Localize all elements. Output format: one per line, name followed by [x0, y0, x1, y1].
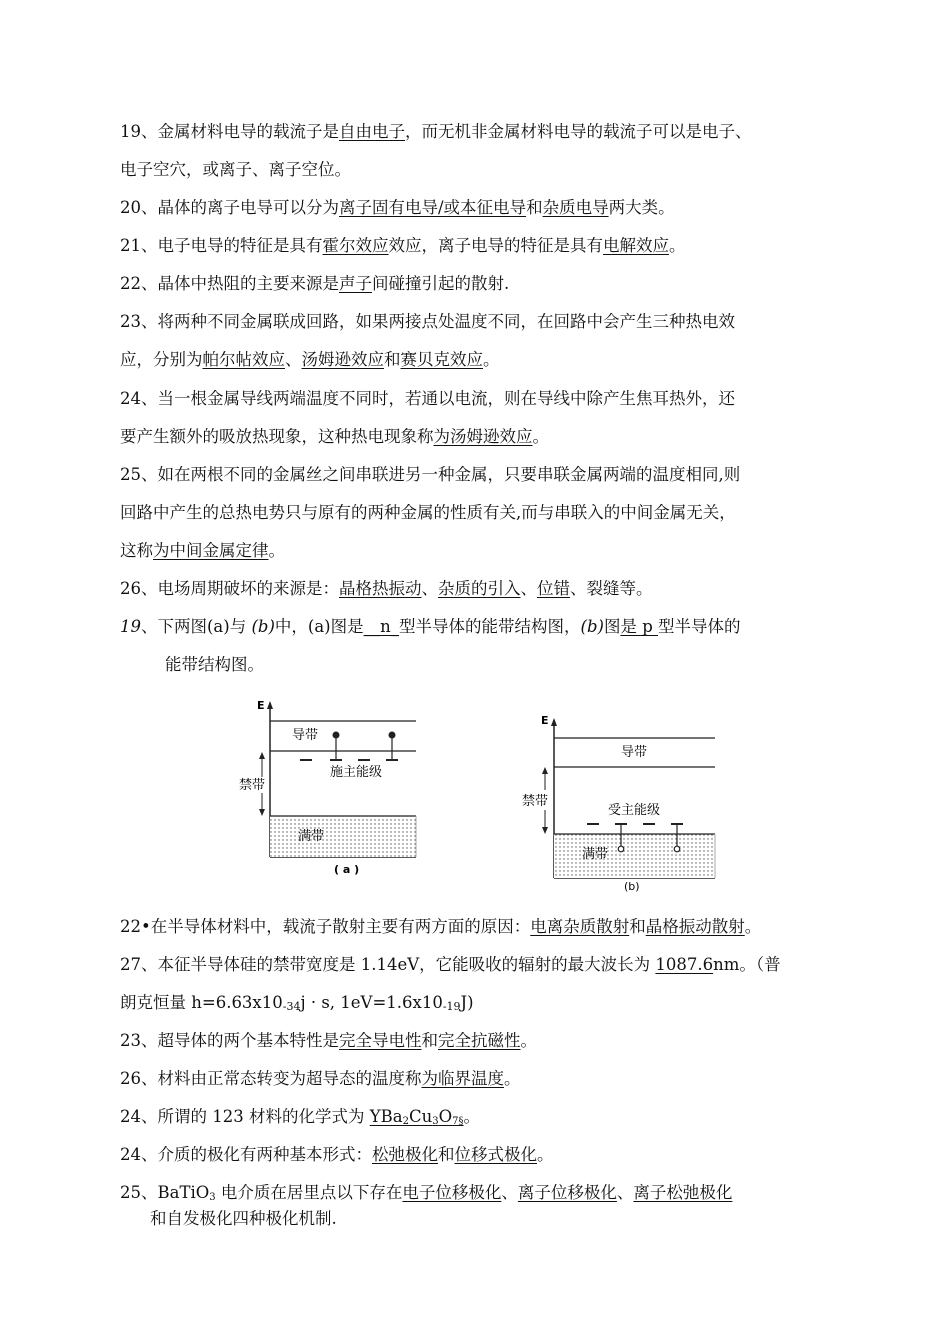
- donor-level-label: 施主能级: [330, 765, 383, 780]
- text-line: 25、BaTiO$_3$ 电介质在居里点以下存在电子位移极化、离子位移极化、离子松弛极化: [120, 1183, 733, 1203]
- text-line: 24、当一根金属导线两端温度不同时，若通以电流，则在导线中除产生焦耳热外，还: [120, 389, 735, 408]
- text-line: 26、电场周期破坏的来源是：晶格热振动、杂质的引入、位错、裂缝等。: [120, 579, 653, 598]
- text-line: 22、晶体中热阻的主要来源是声子间碰撞引起的散射.: [120, 274, 510, 293]
- p-type-band-diagram: [515, 710, 725, 895]
- text-line: 要产生额外的吸放热现象，这种热电现象称为汤姆逊效应。: [120, 427, 549, 446]
- text-line: 这称为中间金属定律。: [120, 541, 285, 560]
- question-19: 19、下两图(a)与 (b)中，(a)图是__n_型半导体的能带结构图，(b)图是 p 型半导体的: [120, 617, 741, 636]
- energy-axis-label: E: [541, 714, 549, 727]
- n-type-band-diagram: [230, 695, 430, 885]
- acceptor-level-label: 受主能级: [608, 803, 661, 818]
- text-line: 电子空穴，或离子、离子空位。: [120, 160, 351, 179]
- energy-axis-label: E: [257, 699, 265, 712]
- valence-band-label: 满带: [298, 829, 325, 844]
- text-line: 27、本征半导体硅的禁带宽度是 1.14eV，它能吸收的辐射的最大波长为 1087.6nm。（普: [120, 955, 781, 974]
- text-line: 23、超导体的两个基本特性是完全导电性和完全抗磁性。: [120, 1031, 537, 1050]
- forbidden-band-label: 禁带: [522, 794, 549, 809]
- text-line: 22•在半导体材料中，载流子散射主要有两方面的原因：电离杂质散射和晶格振动散射。: [120, 917, 762, 936]
- text-line: 20、晶体的离子电导可以分为离子固有电导/或本征电导和杂质电导两大类。: [120, 198, 675, 217]
- caption-a: ( a ): [334, 863, 360, 876]
- forbidden-band-label: 禁带: [239, 778, 266, 793]
- text-line: 24、介质的极化有两种基本形式：松弛极化和位移式极化。: [120, 1145, 554, 1164]
- conduction-band-label: 导带: [621, 745, 648, 760]
- caption-b: (b): [624, 880, 640, 893]
- text-line: 25、如在两根不同的金属丝之间串联进另一种金属，只要串联金属两端的温度相同,则: [120, 465, 741, 484]
- text-line: 应，分别为帕尔帖效应、汤姆逊效应和赛贝克效应。: [120, 350, 500, 369]
- text-line: 朗克恒量 h=6.63x10-34j · s, 1eV=1.6x10-19J): [120, 993, 474, 1013]
- valence-band-label: 满带: [582, 847, 609, 862]
- text-line: 26、材料由正常态转变为超导态的温度称为临界温度。: [120, 1069, 521, 1088]
- text-line: 回路中产生的总热电势只与原有的两种金属的性质有关,而与串联入的中间金属无关，: [120, 503, 736, 522]
- text-line: 19、金属材料电导的载流子是自由电子，而无机非金属材料电导的载流子可以是电子、: [120, 122, 752, 141]
- text-line: 21、电子电导的特征是具有霍尔效应效应，离子电导的特征是具有电解效应。: [120, 236, 686, 255]
- text-line: 24、所谓的 123 材料的化学式为 $YBa_2Cu_3O_{7\S}$。: [120, 1107, 481, 1127]
- text-line: 23、将两种不同金属联成回路，如果两接点处温度不同，在回路中会产生三种热电效: [120, 312, 735, 331]
- question-19-line2: 能带结构图。: [165, 655, 264, 674]
- text-line: 和自发极化四种极化机制.: [150, 1209, 337, 1228]
- conduction-band-label: 导带: [292, 728, 319, 743]
